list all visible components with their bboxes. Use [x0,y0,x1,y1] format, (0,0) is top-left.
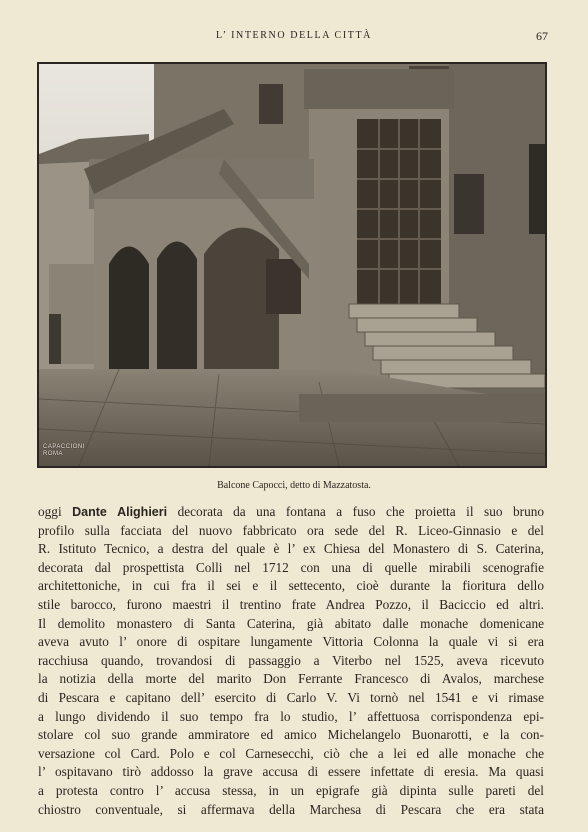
page-number: 67 [536,29,548,43]
body-paragraph [38,503,544,819]
figure-caption: Balcone Capocci, detto di Mazzatosta. [217,480,371,491]
text-line: versazione col Card. Polo e col Carnesecchi, ciò che a lei ed alle monache che [38,745,544,761]
text-line: profilo sulla facciata del nuovo fabbricato ora sede del R. Liceo-Ginnasio e del [38,522,544,538]
text-line: a protesta contro l’ accusa stessa, in un epigrafe già dipinta sulle pareti del [38,782,544,798]
text-line: aveva avuto l’ onore di ospitare lungamente Vittoria Colonna la quale vi si era [38,634,544,650]
bold-name: Dante Alighieri [72,505,168,519]
text-line: racchiusa quando, trovandosi di passaggio a Viterbo nel 1525, aveva ricevuto [38,652,544,668]
text-line: Il demolito monastero di Santa Caterina, già abitato dalle monache domenicane [38,615,544,631]
photo-credit: CAPACCIONI ROMA [43,444,85,457]
text-line: l’ ospitavano tirò addosso la grave accusa di essere infettate di eresia. Ma quasi [38,764,544,780]
photograph-balcone-capocci [37,62,547,468]
text-line: di Pescara e capitano dell’ esercito di Carlo V. Vi tornò nel 1541 e vi rimase [38,689,544,705]
text-line: R. Istituto Tecnico, a destra del quale è l’ ex Chiesa del Monastero di S. Caterina, [38,541,544,557]
text-line: la notizia della morte del marito Don Ferrante Francesco di Avalos, marchese [38,671,544,687]
running-header [40,30,548,46]
text-line: a lungo dividendo il suo tempo fra lo studio, l’ affettuosa corrispondenza epi- [38,708,544,724]
text-line: oggi Dante Alighieri decorata da una fontana a fuso che proietta il suo bruno [38,504,545,519]
running-title: L’ INTERNO DELLA CITTÀ [215,30,372,41]
text-line: stolare col suo grande ammiratore ed amico Michelangelo Buonarotti, e la con- [38,727,544,743]
text-line: stile barocco, furono maestri il trentino frate Andrea Pozzo, il Baciccio ed altri. [38,596,544,612]
text-line: architettoniche, in cui fra il sei e il settecento, cioè durante la fioritura dello [38,578,544,594]
text-line: chiostro conventuale, si affermava della Marchesa di Pescara che era stata [38,801,544,817]
text-line: decorata dal prospettista Colli nel 1712 con una di quelle mirabili scenografie [38,559,544,575]
photo-illustration [39,64,545,466]
